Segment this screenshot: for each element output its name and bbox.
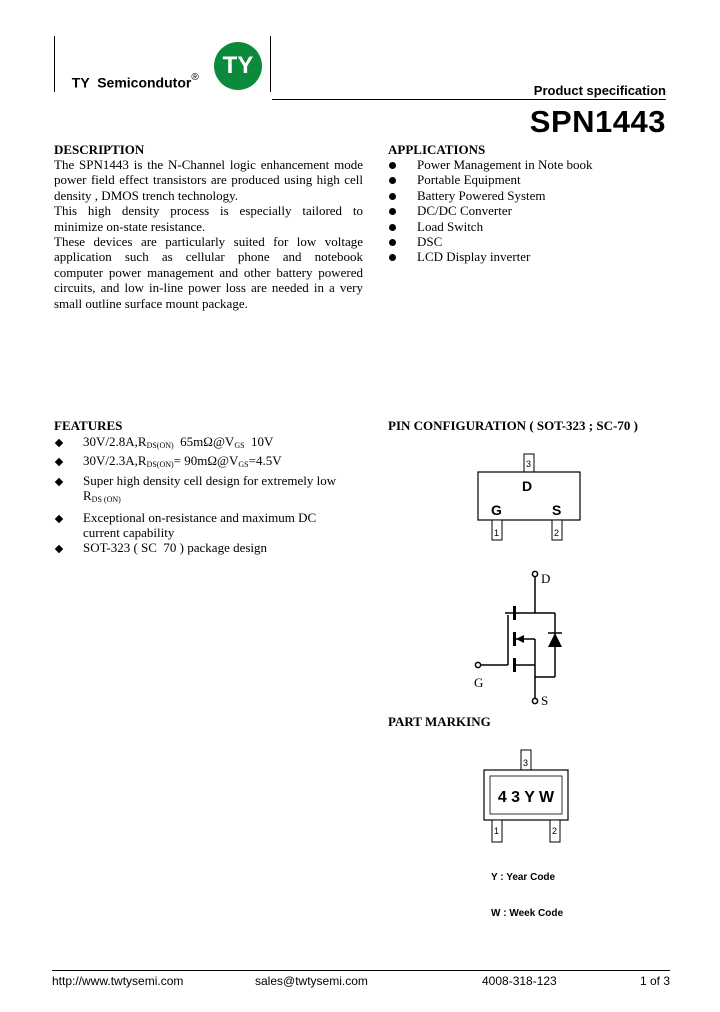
list-item (55, 453, 365, 472)
source-label: S (552, 502, 562, 518)
feature-subscript: DS(ON) (146, 441, 174, 450)
description-line: minimize on-state resistance. (54, 218, 206, 234)
description-line: circuits, and low in-line power loss are needed in a very (54, 280, 363, 296)
feature-subscript: GS (234, 441, 245, 450)
bullet-icon (389, 239, 396, 246)
company-name (64, 58, 199, 91)
sot323-package-diagram (470, 450, 590, 546)
schematic-drain-label: D (541, 571, 551, 586)
list-item (55, 473, 365, 508)
feature-text: = 90mΩ@V (173, 453, 239, 469)
gate-label: G (491, 502, 502, 518)
list-item (389, 234, 669, 249)
feature-text: 10V (244, 434, 274, 449)
diamond-bullet-icon (55, 458, 63, 466)
feature-text: 65mΩ@V (173, 434, 235, 449)
bullet-icon (389, 224, 396, 231)
description-line: power field effect transistors are produced using high cell (54, 172, 363, 188)
feature-text: Exceptional on-resistance and maximum DC (83, 509, 317, 525)
applications-list (389, 157, 669, 265)
application-text: DC/DC Converter (417, 203, 512, 219)
body-diode-icon (548, 633, 562, 647)
bullet-icon (389, 193, 396, 200)
pin2-number: 2 (554, 528, 560, 538)
marking-pin2-number: 2 (552, 826, 558, 836)
bullet-icon (389, 254, 396, 261)
registered-mark: ® (191, 72, 199, 83)
company-name-text: TY Semicondutor (71, 74, 192, 91)
diamond-bullet-icon (55, 545, 63, 553)
header-left-rule (54, 36, 55, 92)
feature-text: current capability (83, 525, 175, 541)
diamond-bullet-icon (55, 478, 63, 486)
feature-subscript: DS (ON) (91, 495, 121, 505)
list-item (389, 188, 669, 203)
feature-text: 30V/2.8A,R (83, 434, 147, 449)
description-body (54, 157, 363, 311)
company-logo-text: TY (222, 52, 254, 79)
drain-terminal (532, 571, 537, 576)
bullet-icon (389, 162, 396, 169)
list-item (55, 540, 365, 555)
feature-text: Super high density cell design for extremely low (83, 472, 337, 488)
footer-url[interactable]: http://www.twtysemi.com (52, 974, 184, 988)
pin1-number: 1 (494, 528, 500, 538)
company-logo (214, 42, 262, 90)
application-text: LCD Display inverter (417, 249, 531, 265)
week-code-legend: W : Week Code (491, 908, 564, 919)
description-line: small outline surface mount package. (54, 295, 248, 311)
part-marking-heading: PART MARKING (388, 714, 491, 729)
marking-legend (491, 848, 563, 932)
application-text: DSC (417, 234, 443, 250)
applications-heading: APPLICATIONS (388, 142, 486, 157)
marking-pin1-number: 1 (494, 826, 500, 836)
gate-terminal (475, 662, 480, 667)
description-line: This high density process is especially tailored to (54, 203, 363, 219)
description-line: computer power management and other battery powered (54, 264, 363, 280)
footer-email[interactable]: sales@twtysemi.com (255, 974, 368, 988)
schematic-gate-label: G (474, 675, 484, 690)
feature-subscript: DS(ON) (146, 460, 174, 470)
list-item (389, 219, 669, 234)
diamond-bullet-icon (55, 514, 63, 522)
features-list (55, 434, 365, 556)
bullet-icon (389, 208, 396, 215)
marking-code: 4 3 Y W (497, 789, 555, 806)
list-item (55, 510, 365, 541)
list-item (389, 249, 669, 264)
application-text: Portable Equipment (417, 172, 521, 188)
description-heading: DESCRIPTION (54, 142, 145, 157)
pin-config-heading: PIN CONFIGURATION ( SOT-323 ; SC-70 ) (388, 418, 638, 433)
feature-text: 30V/2.3A,R (83, 453, 147, 469)
header-right-rule (270, 36, 271, 92)
feature-text: =4.5V (248, 453, 282, 469)
feature-subscript: GS (238, 460, 249, 470)
description-line: The SPN1443 is the N-Channel logic enhancement mode (54, 157, 363, 172)
part-number: SPN1443 (529, 104, 666, 139)
features-heading: FEATURES (54, 418, 123, 433)
diamond-bullet-icon (55, 439, 63, 447)
application-text: Battery Powered System (417, 187, 546, 203)
schematic-source-label: S (541, 693, 549, 708)
feature-text: SOT-323 ( SC 70 ) package design (83, 540, 268, 556)
footer-page-number: 1 of 3 (639, 974, 670, 988)
spec-label: Product specification (533, 83, 666, 98)
application-text: Load Switch (417, 218, 484, 234)
list-item (389, 157, 669, 172)
nmosfet-schematic (470, 565, 570, 715)
pin3-number: 3 (526, 459, 532, 469)
description-line: application such as cellular phone and notebook (54, 249, 363, 265)
description-line: These devices are particularly suited for low voltage (54, 234, 363, 250)
footer-phone: 4008-318-123 (482, 974, 557, 988)
description-line: density , DMOS trench technology. (54, 187, 239, 203)
application-text: Power Management in Note book (417, 157, 593, 172)
year-code-legend: Y : Year Code (491, 872, 556, 883)
bullet-icon (389, 177, 396, 184)
source-terminal (532, 698, 537, 703)
feature-text: R (83, 488, 92, 504)
drain-label: D (522, 478, 533, 494)
marking-pin3-number: 3 (523, 758, 529, 768)
footer-rule (52, 970, 670, 971)
header-underline (272, 99, 666, 100)
part-marking-diagram (478, 746, 588, 846)
list-item (389, 203, 669, 218)
list-item (55, 434, 365, 453)
list-item (389, 172, 669, 187)
